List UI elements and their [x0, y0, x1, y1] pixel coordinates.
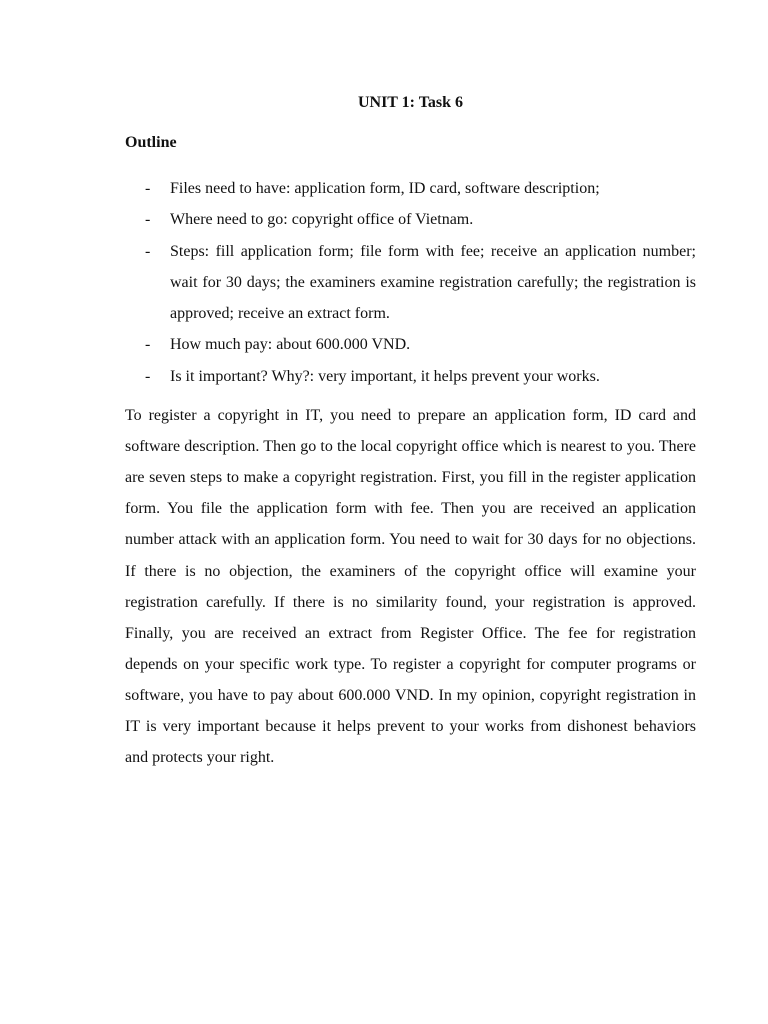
outline-item [125, 173, 696, 204]
bullet-dash: - [145, 180, 151, 197]
bullet-dash: - [145, 336, 151, 354]
outline-item-text: Is it important? Why?: very important, it helps prevent your works. [170, 367, 600, 385]
outline-list [125, 173, 696, 392]
outline-item [125, 204, 696, 235]
outline-heading: Outline [125, 134, 177, 151]
bullet-dash: - [145, 367, 151, 385]
outline-item [125, 361, 696, 392]
bullet-dash: - [145, 211, 151, 229]
body-paragraph: To register a copyright in IT, you need to prepare an application form, ID card and software description. Then go to the local copyright office which is nearest to you. There are seven steps to make a copyright registration. First, you fill in the register application form. You file the application form with fee. Then you are received an application number attack with an application form. You need to wait for 30 days for no objections. If there is no objection, the examiners of the copyright office will examine your registration carefully. If there is no similarity found, your registration is approved. Finally, you are received an extract from Register Office. The fee for registration depends on your specific work type. To register a copyright for computer programs or software, you have to pay about 600.000 VND. In my opinion, copyright registration in IT is very important because it helps prevent to your works from dishonest behaviors and protects your right. [125, 407, 696, 767]
outline-item-text: How much pay: about 600.000 VND. [170, 336, 411, 354]
outline-item-text: Steps: fill application form; file form with fee; receive an application number; wait for 30 days; the examiners examine registration carefully; the registration is approved; receive an extract form. [170, 242, 696, 323]
bullet-dash: - [145, 242, 151, 260]
outline-item-text: Files need to have: application form, ID card, software description; [170, 180, 600, 197]
outline-item [125, 329, 696, 360]
outline-item [125, 236, 696, 330]
document-title: UNIT 1: Task 6 [357, 94, 464, 111]
outline-item-text: Where need to go: copyright office of Vietnam. [170, 211, 474, 229]
document-page [125, 92, 696, 773]
